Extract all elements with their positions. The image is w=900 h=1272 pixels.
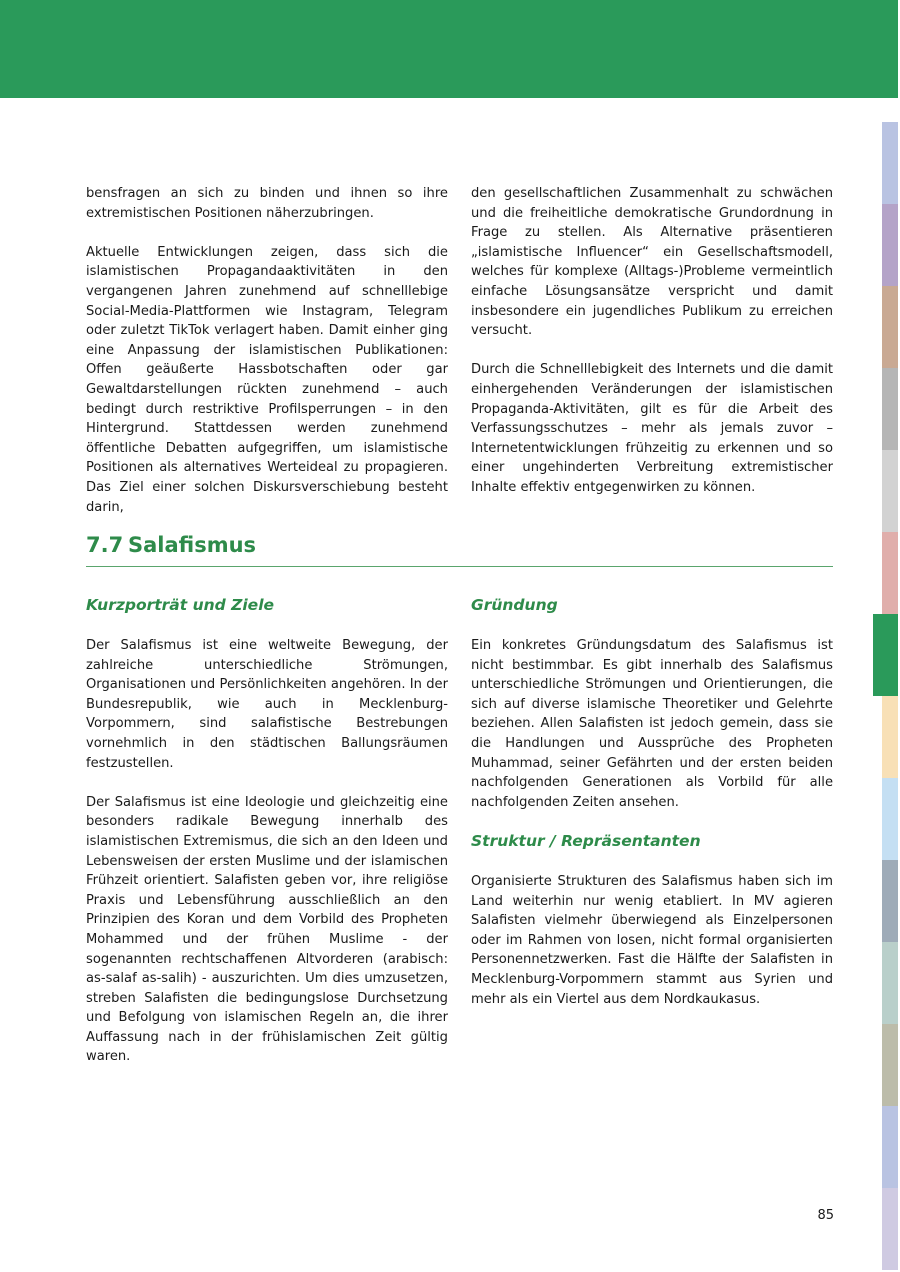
chapter-tab xyxy=(882,778,898,860)
paragraph: bensfragen an sich zu binden und ihnen so ihre extremistischen Positionen näherzubringen. xyxy=(86,186,448,221)
chapter-tab xyxy=(882,1106,898,1188)
paragraph: Ein konkretes Gründungsdatum des Salafismus ist nicht bestimmbar. Es gibt innerhalb des Salafismus unterschiedliche Strömungen und Orientierungen, die sich auf diverse islamische Theoretiker und Gelehrte beziehen. Allen Salafisten ist jedoch gemein, dass sie die Handlungen und Aussprüche des Propheten Muhammad, seiner Gefährten und der ersten beiden nachfolgenden Generationen als Vorbild für alle nachfolgenden Zeiten ansehen. xyxy=(471,638,833,810)
continued-text-left xyxy=(86,184,448,537)
subheading-kurzportraet: Kurzporträt und Ziele xyxy=(86,596,275,614)
chapter-tab xyxy=(882,286,898,368)
paragraph: Der Salafismus ist eine weltweite Bewegung, der zahlreiche unterschiedliche Strömungen, Organisationen und Persönlichkeiten angehören. In der Bundesrepublik, wie auch in Mecklenburg-Vorpommern, sind salafistische Bestrebungen vornehmlich in den städtischen Ballungsräumen festzustellen. xyxy=(86,638,448,771)
chapter-tab-active xyxy=(873,614,898,696)
chapter-tab-strip xyxy=(882,122,898,1270)
struktur-text xyxy=(471,872,833,1029)
chapter-tab xyxy=(882,860,898,942)
section-number: 7.7 xyxy=(86,533,124,557)
header-band xyxy=(0,0,898,98)
chapter-tab xyxy=(882,368,898,450)
chapter-tab xyxy=(882,204,898,286)
chapter-tab xyxy=(882,942,898,1024)
chapter-tab xyxy=(882,532,898,614)
chapter-tab xyxy=(882,450,898,532)
kurzportraet-text xyxy=(86,636,448,1087)
chapter-tab xyxy=(882,122,898,204)
chapter-tab xyxy=(882,696,898,778)
section-heading xyxy=(86,530,833,567)
paragraph: den gesellschaftlichen Zusammenhalt zu schwächen und die freiheitliche demokratische Grundordnung in Frage zu stellen. Als Alternative präsentieren „islamistische Influencer“ ein Gesellschaftsmodell, welches für komplexe (Alltags-)Probleme vermeintlich einfache Lösungsansätze verspricht und damit insbesondere ein jugendliches Publikum zu erreichen versucht. xyxy=(471,186,833,339)
gruendung-text xyxy=(471,636,833,832)
paragraph: Organisierte Strukturen des Salafismus haben sich im Land weiterhin nur wenig etabliert. In MV agieren Salafisten vielmehr überwiegend als Einzelpersonen oder im Rahmen von losen, nicht formal organisierten Personennetzwerken. Fast die Hälfte der Salafisten in Mecklenburg-Vorpommern stammt aus Syrien und mehr als ein Viertel aus dem Nordkaukasus. xyxy=(471,874,833,1007)
chapter-tab xyxy=(882,1024,898,1106)
subheading-struktur: Struktur / Repräsentanten xyxy=(471,832,701,850)
continued-text-right xyxy=(471,184,833,517)
subheading-gruendung: Gründung xyxy=(471,596,558,614)
page-number: 85 xyxy=(817,1208,834,1223)
paragraph: Aktuelle Entwicklungen zeigen, dass sich die islamistischen Propagandaaktivitäten in den vergangenen Jahren zunehmend auf schnelllebige Social-Media-Plattformen wie Instagram, Telegram oder zuletzt TikTok verlagert haben. Damit einher ging eine Anpassung der islamistischen Publikationen: Offen geäußerte Hassbotschaften oder gar Gewaltdarstellungen rückten zunehmend – auch bedingt durch restriktive Profilsperrungen – in den Hintergrund. Stattdessen werden zunehmend öffentliche Debatten aufgegriffen, um islamistische Positionen als alternatives Werteideal zu propagieren. Das Ziel einer solchen Diskursverschiebung besteht darin, xyxy=(86,244,448,515)
paragraph: Der Salafismus ist eine Ideologie und gleichzeitig eine besonders radikale Bewegung innerhalb des islamistischen Extremismus, die sich an den Ideen und Lebensweisen der ersten Muslime und der islamischen Frühzeit orientiert. Salafisten geben vor, ihre religiöse Praxis und Lebensführung ausschließlich an den Prinzipien des Koran und dem Vorbild des Propheten Mohammed und der frühen Muslime - der sogenannten rechtschaffenen Altvorderen (arabisch: as-salaf as-salih) - auszurichten. Um dies umzusetzen, streben Salafisten die bedingungslose Durchsetzung und Befolgung von islamischen Regeln an, die ihrer Auffassung nach in der frühislamischen Zeit gültig waren. xyxy=(86,794,448,1065)
paragraph: Durch die Schnelllebigkeit des Internets und die damit einhergehenden Veränderungen der islamistischen Propaganda-Aktivitäten, gilt es für die Arbeit des Verfassungsschutzes – mehr als jemals zuvor – Internetentwicklungen frühzeitig zu erkennen und so einer ungehinderten Verbreitung extremistischer Inhalte effektiv entgegenwirken zu können. xyxy=(471,362,833,495)
chapter-tab xyxy=(882,1188,898,1270)
section-title: Salafismus xyxy=(128,533,257,557)
